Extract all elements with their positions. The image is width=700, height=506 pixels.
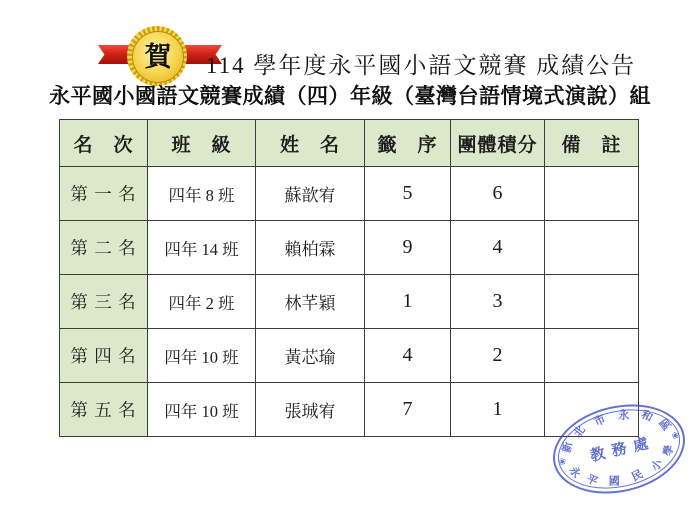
stamp-arc-char: 國 [608, 475, 620, 488]
stamp-center-text: 教務處 [588, 434, 657, 465]
points-cell: 3 [451, 275, 545, 329]
table-row [60, 167, 639, 221]
stamp-flower-icon: ❀ [670, 429, 681, 442]
page-subtitle: 永平國小國語文競賽成績（四）年級（臺灣台語情境式演說）組 [49, 84, 651, 108]
table-row [60, 329, 639, 383]
name-cell: 黃芯瑜 [256, 329, 365, 383]
stamp-arc-char: 永 [618, 409, 630, 422]
name-cell: 林芊穎 [256, 275, 365, 329]
stamp-arc-char: 市 [592, 413, 608, 429]
name-cell: 蘇歆宥 [256, 167, 365, 221]
points-cell: 4 [451, 221, 545, 275]
draw-cell: 9 [365, 221, 451, 275]
stamp-flower-icon: ❀ [557, 455, 568, 468]
stamp-arc-char: 北 [571, 423, 588, 440]
stamp-arc-char: 和 [639, 408, 655, 425]
points-cell: 6 [451, 167, 545, 221]
note-cell [545, 275, 639, 329]
table-row [60, 275, 639, 329]
class-cell: 四年 8 班 [148, 167, 256, 221]
class-cell: 四年 10 班 [148, 329, 256, 383]
name-cell: 張珹宥 [256, 383, 365, 437]
class-cell: 四年 10 班 [148, 383, 256, 437]
draw-cell: 7 [365, 383, 451, 437]
stamp-arc-char: 永 [566, 464, 583, 481]
stamp-arc-char: 民 [629, 468, 646, 484]
stamp-arc-char: 小 [649, 457, 666, 474]
rank-cell: 第 一 名 [60, 167, 148, 221]
header-remarks: 備 註 [545, 120, 639, 167]
header-name: 姓 名 [256, 120, 365, 167]
points-cell: 1 [451, 383, 545, 437]
class-cell: 四年 2 班 [148, 275, 256, 329]
stamp-arc-char: 平 [584, 472, 600, 489]
table-header-row [60, 120, 639, 167]
header-team-points: 團體積分 [451, 120, 545, 167]
rank-cell: 第 四 名 [60, 329, 148, 383]
name-cell: 賴柏霖 [256, 221, 365, 275]
rank-cell: 第 五 名 [60, 383, 148, 437]
page-title: 114 學年度永平國小語文競賽 成績公告 [205, 53, 637, 78]
note-cell [545, 329, 639, 383]
rank-cell: 第 三 名 [60, 275, 148, 329]
class-cell: 四年 14 班 [148, 221, 256, 275]
header-draw-order: 籤 序 [365, 120, 451, 167]
stamp-arc-char: 學 [662, 444, 677, 458]
draw-cell: 5 [365, 167, 451, 221]
stamp-arc-char: 新 [560, 440, 575, 454]
note-cell [545, 167, 639, 221]
medal-seal-icon [132, 31, 184, 83]
rank-cell: 第 二 名 [60, 221, 148, 275]
stamp-arc-char: 區 [656, 417, 673, 433]
draw-cell: 1 [365, 275, 451, 329]
note-cell [545, 221, 639, 275]
table-row [60, 221, 639, 275]
draw-cell: 4 [365, 329, 451, 383]
points-cell: 2 [451, 329, 545, 383]
medal-character: 賀 [144, 41, 172, 72]
header-class: 班 級 [148, 120, 256, 167]
header-rank: 名 次 [60, 120, 148, 167]
results-table [59, 119, 639, 437]
